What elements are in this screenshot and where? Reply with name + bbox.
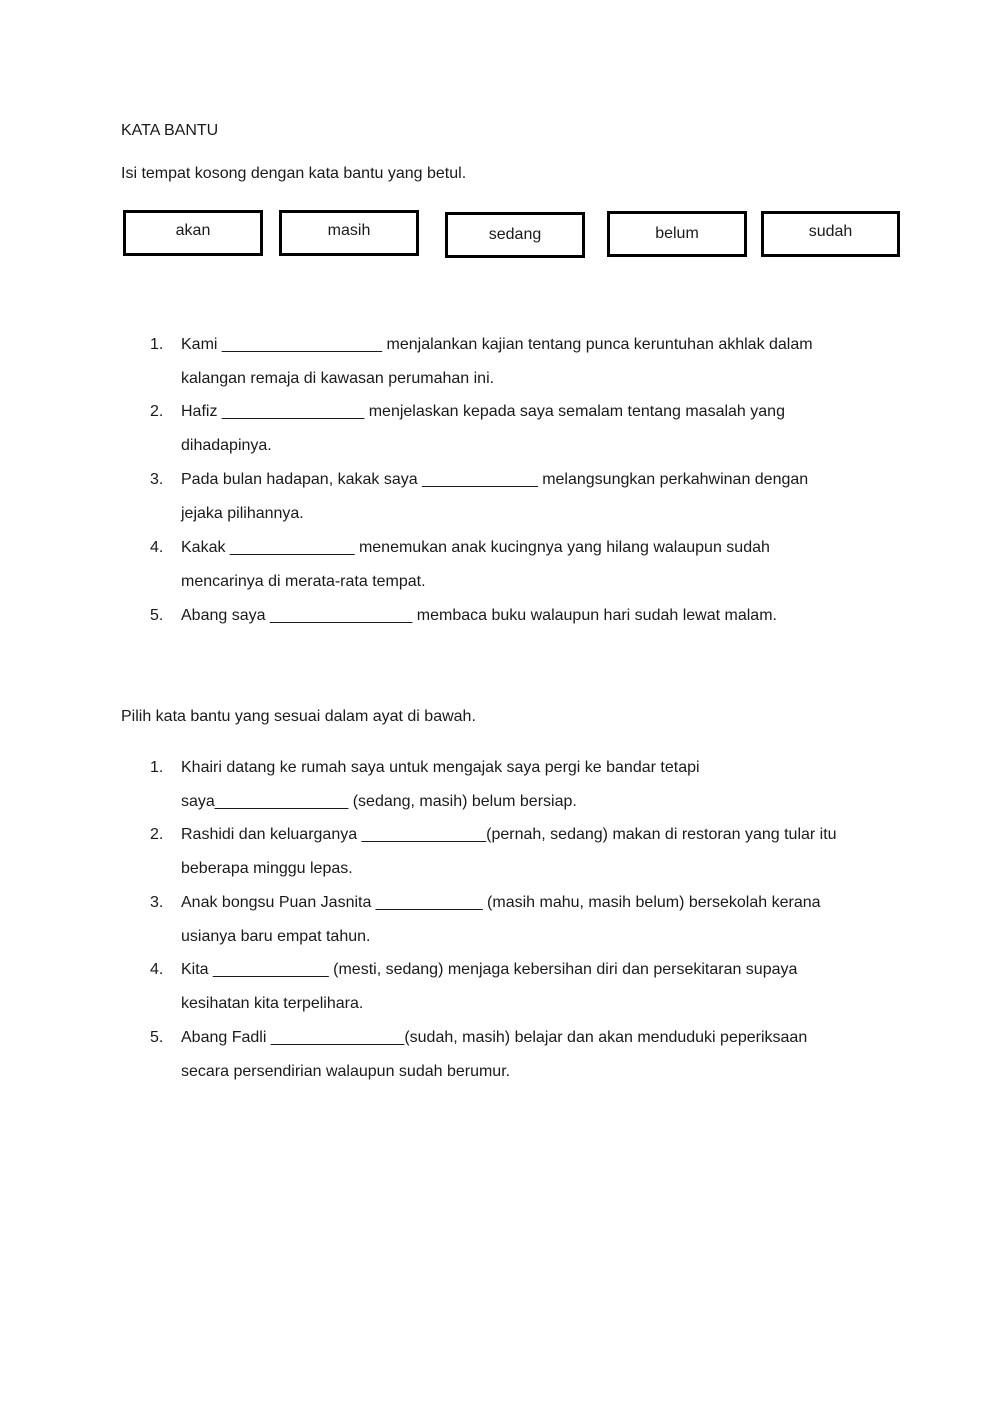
item-number: 3. [150, 471, 164, 488]
item-number: 1. [150, 336, 164, 353]
word-box-akan: akan [123, 210, 263, 256]
word-box-masih: masih [279, 210, 419, 256]
item-line-2: secara persendirian walaupun sudah berumur. [181, 1063, 511, 1080]
item-number: 2. [150, 403, 164, 420]
item-number: 5. [150, 607, 164, 624]
item-line-1: Kakak ______________ menemukan anak kucingnya yang hilang walaupun sudah [181, 539, 770, 556]
item-number: 4. [150, 539, 164, 556]
item-number: 2. [150, 826, 164, 843]
item-line-2: kesihatan kita terpelihara. [181, 995, 364, 1012]
item-line-2: usianya baru empat tahun. [181, 928, 371, 945]
word-box-sudah: sudah [761, 211, 900, 257]
item-line-1: Kita _____________ (mesti, sedang) menjaga kebersihan diri dan persekitaran supaya [181, 961, 798, 978]
item-number: 1. [150, 759, 164, 776]
item-line-2: dihadapinya. [181, 437, 272, 454]
page-title: KATA BANTU [121, 122, 219, 139]
item-line-1: Abang saya ________________ membaca buku walaupun hari sudah lewat malam. [181, 607, 777, 624]
word-box-belum: belum [607, 211, 747, 257]
word-box-sedang: sedang [445, 212, 585, 258]
item-line-2: saya_______________ (sedang, masih) belum bersiap. [181, 793, 577, 810]
item-number: 5. [150, 1029, 164, 1046]
section2-instruction: Pilih kata bantu yang sesuai dalam ayat di bawah. [121, 708, 476, 725]
item-line-1: Khairi datang ke rumah saya untuk mengajak saya pergi ke bandar tetapi [181, 759, 700, 776]
item-line-1: Hafiz ________________ menjelaskan kepada saya semalam tentang masalah yang [181, 403, 785, 420]
item-line-1: Pada bulan hadapan, kakak saya _____________ melangsungkan perkahwinan dengan [181, 471, 809, 488]
item-line-1: Rashidi dan keluarganya ______________(pernah, sedang) makan di restoran yang tular itu [181, 826, 837, 843]
section1-instruction: Isi tempat kosong dengan kata bantu yang betul. [121, 165, 467, 182]
item-line-1: Kami __________________ menjalankan kajian tentang punca keruntuhan akhlak dalam [181, 336, 813, 353]
item-number: 3. [150, 894, 164, 911]
item-line-2: beberapa minggu lepas. [181, 860, 353, 877]
item-line-1: Anak bongsu Puan Jasnita ____________ (masih mahu, masih belum) bersekolah kerana [181, 894, 821, 911]
item-line-1: Abang Fadli _______________(sudah, masih) belajar dan akan menduduki peperiksaan [181, 1029, 808, 1046]
item-number: 4. [150, 961, 164, 978]
item-line-2: jejaka pilihannya. [181, 505, 304, 522]
item-line-2: mencarinya di merata-rata tempat. [181, 573, 426, 590]
item-line-2: kalangan remaja di kawasan perumahan ini. [181, 370, 495, 387]
